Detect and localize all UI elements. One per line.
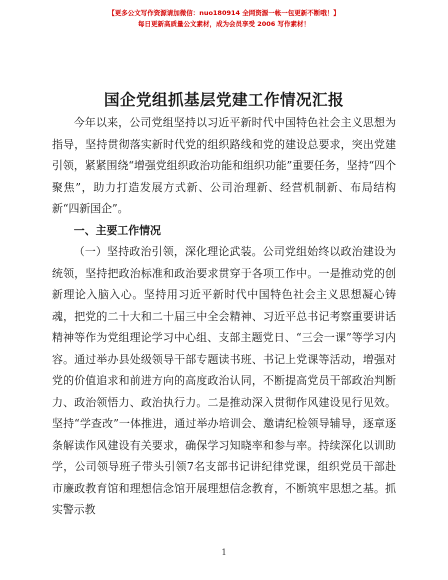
intro-paragraph: 今年以来，公司党组坚持以习近平新时代中国特色社会主义思想为指导，坚持贯彻落实新时代党的组织路线和党的建设总要求，突出党建引领，紧紧围绕“增强党组织政治功能和组织功能”重要任务，坚持“四个聚焦”，助力打造发展方式新、公司治理新、经营机制新、布局结构新“四新国企”。 xyxy=(52,116,396,215)
section-heading: 一、主要工作情况 xyxy=(73,224,161,237)
page-number: 1 xyxy=(221,548,227,557)
section-paragraph: （一）坚持政治引领，深化理论武装。公司党组始终以政治建设为统领，坚持把政治标准和政治要求贯穿于各项工作中。一是推动党的创新理论入脑入心。坚持用习近平新时代中国特色社会主义思想凝心铸魂，把党的二十大和二十届三中全会精神、习近平总书记考察重要讲话精神等作为党组理论学习中心组、支部主题党日、“三会一课”等学习内容。通过举办县处级领导干部专题读书班、书记上党课等活动，增强对党的价值追求和前进方向的高度政治认同，不断提高党员干部政治判断力、政治领悟力、政治执行力。二是推动深入贯彻作风建设见行见效。坚持“学查改”一体推进，通过举办培训会、邀请纪检领导辅导，逐章逐条解读作风建设有关要求，确保学习知晓率和参与率。持续深化以训助学，公司领导班子带头引领7名支部书记讲纪律党课，组织党员干部赴市廉政教育馆和理想信念馆开展理想信念教育，不断筑牢思想之基。抓实警示教 xyxy=(52,245,396,516)
promo-banner-line-1: 【更多公文写作资源请加微信：nuo180914 全网资源一帐一包更新不断哦！】 xyxy=(108,9,340,17)
document-title: 国企党组抓基层党建工作情况汇报 xyxy=(103,90,344,109)
promo-banner xyxy=(0,8,448,30)
promo-banner-line-2: 每日更新高质量公文素材，成为会员享受 2006 写作素材！ xyxy=(137,20,311,28)
